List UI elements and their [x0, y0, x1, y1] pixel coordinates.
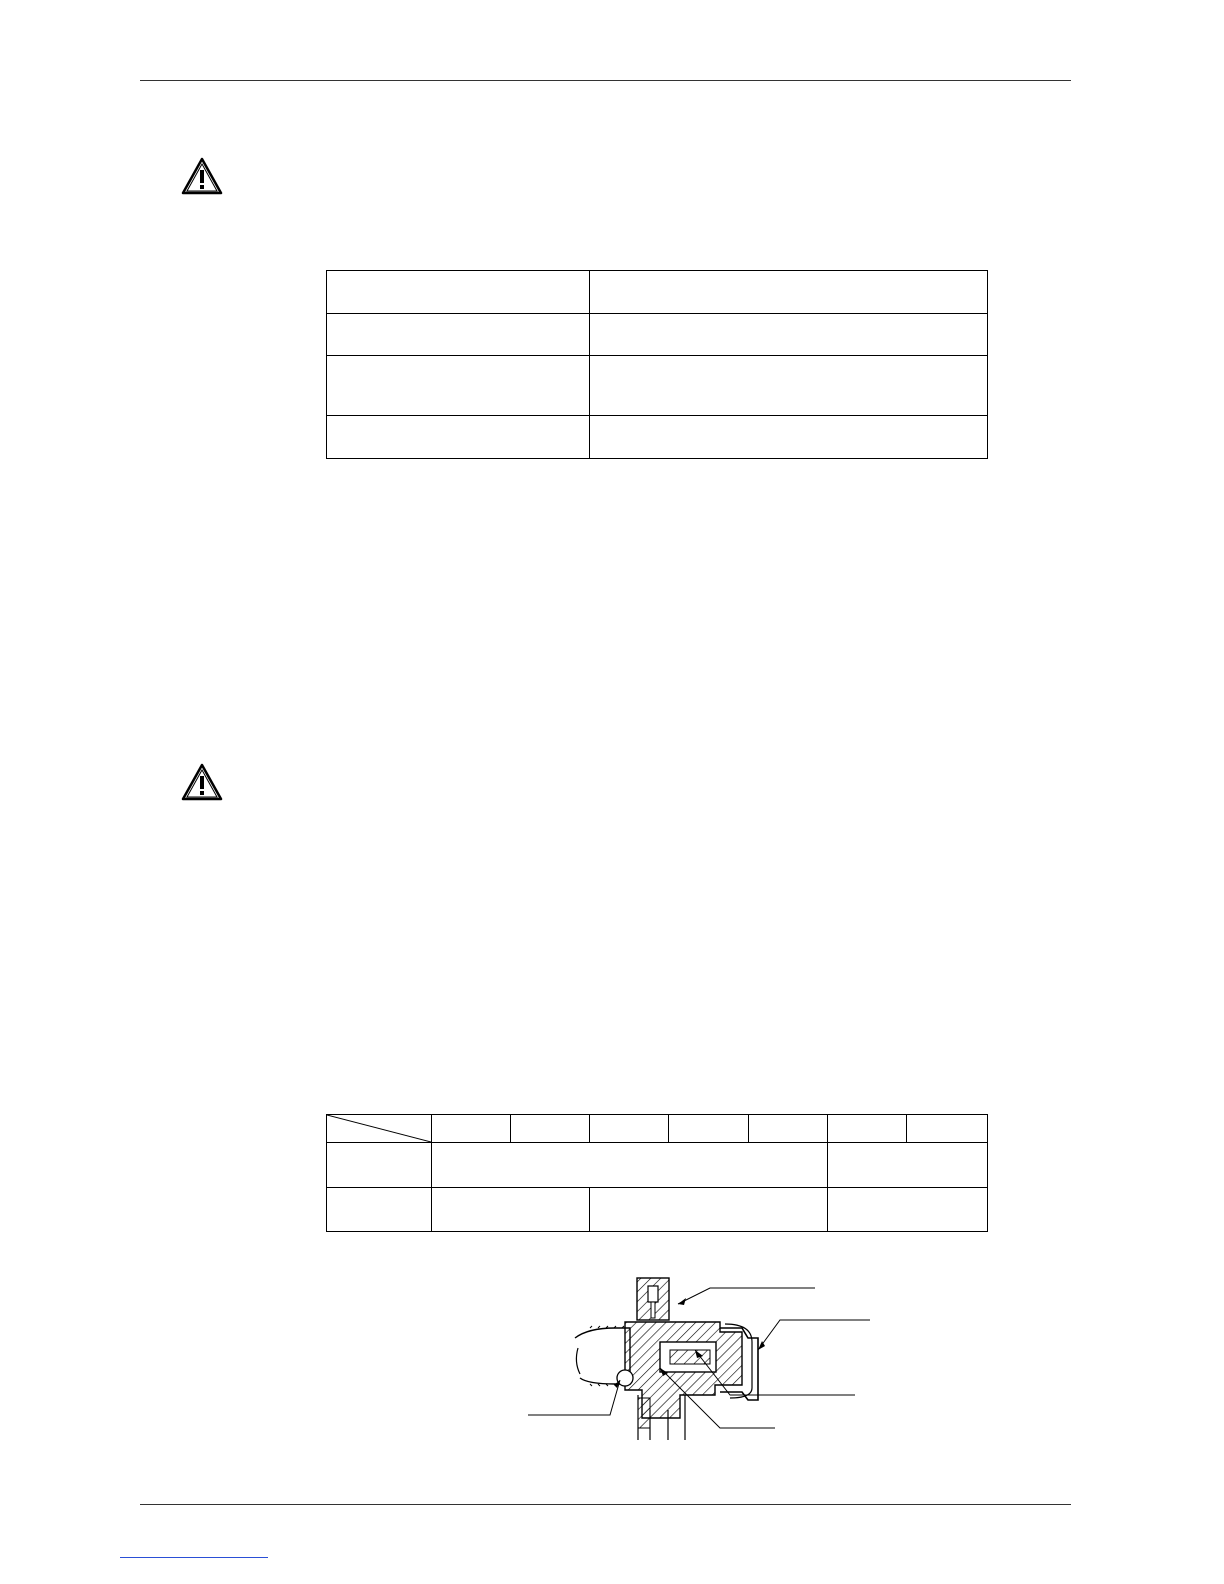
table-cell	[327, 416, 590, 459]
table-cell	[828, 1143, 988, 1188]
table-row	[327, 1188, 988, 1232]
table-cell	[327, 356, 590, 416]
table-row	[327, 416, 988, 459]
callout-leader-5	[528, 1380, 620, 1415]
table-cell	[590, 314, 988, 356]
table-header-row	[327, 1115, 988, 1143]
table-cell	[327, 314, 590, 356]
spec-table-1	[326, 270, 988, 459]
table-header-cell	[511, 1115, 590, 1143]
table-cell	[828, 1188, 988, 1232]
footer-rule	[140, 1504, 1071, 1505]
table-row	[327, 314, 988, 356]
table-cell	[590, 1188, 828, 1232]
diagonal-header-cell	[327, 1115, 432, 1143]
table-row	[327, 1143, 988, 1188]
spec-table-2	[326, 1114, 988, 1232]
footer-link-underline[interactable]	[120, 1557, 268, 1558]
table-header-cell	[432, 1115, 511, 1143]
callout-leader-2	[758, 1320, 870, 1350]
table-header-cell	[590, 1115, 669, 1143]
table-row	[327, 271, 988, 314]
table-cell	[590, 416, 988, 459]
warning-triangle-icon	[180, 762, 224, 802]
row-label-cell	[327, 1143, 432, 1188]
diagonal-line	[327, 1115, 431, 1142]
table-cell	[432, 1143, 828, 1188]
table-header-cell	[907, 1115, 988, 1143]
callout-leader-1	[678, 1288, 815, 1304]
header-rule	[140, 80, 1071, 81]
table-cell	[432, 1188, 590, 1232]
table-cell	[590, 271, 988, 314]
table-cell	[590, 356, 988, 416]
table-header-cell	[749, 1115, 828, 1143]
table-cell	[327, 271, 590, 314]
table-header-cell	[828, 1115, 907, 1143]
table-row	[327, 356, 988, 416]
warning-triangle-icon	[180, 156, 224, 196]
row-label-cell	[327, 1188, 432, 1232]
valve-cross-section-diagram	[520, 1270, 880, 1440]
table-header-cell	[669, 1115, 749, 1143]
